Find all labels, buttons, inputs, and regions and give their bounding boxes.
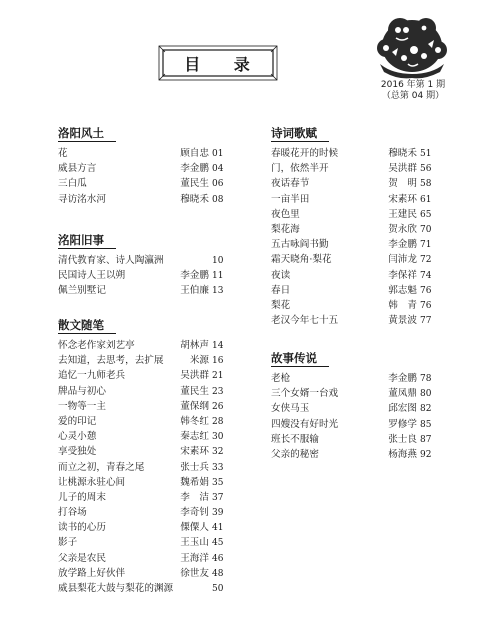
entry-title: 去知道，去思考，去扩展 [58,355,164,367]
section-luoyang-jiushi [58,233,224,299]
entry-author: 王海洋 [180,552,209,564]
toc-entry[interactable] [271,176,432,191]
entry-author: 董民生 [180,385,209,397]
toc-entry[interactable] [58,192,224,207]
entry-author: 李金鹏 [180,270,209,282]
entry-page: 50 [212,584,224,594]
entry-author: 张士兵 [180,461,209,473]
entry-author: 李金鹏 [388,373,417,384]
toc-entry[interactable] [58,581,224,596]
entry-page: 71 [420,240,432,251]
entry-author: 米源 [189,355,209,367]
toc-entry[interactable] [58,253,224,268]
entry-page: 56 [420,164,432,175]
entry-page: 32 [212,447,224,458]
section-title: 散文随笔 [58,318,116,334]
entry-author: 顾自忠 [180,148,209,159]
toc-entry[interactable] [58,161,224,176]
entry-page: 41 [212,523,224,534]
entry-author: 韩 青 [388,299,417,311]
entry-author: 闫沛龙 [388,254,417,266]
entry-page: 65 [420,209,432,220]
toc-entry[interactable] [58,283,224,298]
toc-entry[interactable] [58,368,224,383]
entry-page: 39 [212,508,224,519]
toc-entry[interactable] [271,283,432,298]
entry-title: 民国诗人王以朔 [58,270,126,282]
entry-author: 郭志魁 [388,284,417,296]
toc-entry[interactable] [58,268,224,283]
entry-page: 51 [420,149,432,159]
section-title: 故事传说 [271,351,329,367]
toc-entry[interactable] [58,176,224,191]
entry-author: 李奇钊 [180,507,209,519]
entry-author: 徐世友 [180,567,209,579]
entry-title: 寻访洺水河 [58,193,106,205]
entry-author: 董保纲 [180,400,209,412]
toc-entry[interactable] [271,313,432,328]
toc-entry[interactable] [58,566,224,581]
entry-page: 08 [212,194,224,205]
entry-page: 10 [212,256,224,266]
section-title: 诗词歌赋 [271,126,329,142]
entry-title: 夜读 [271,269,291,281]
entry-title: 威县方言 [58,163,97,175]
entry-author: 穆晓禾 [180,193,209,205]
entry-page: 61 [420,194,432,205]
toc-title-box [157,44,279,82]
toc-entry[interactable] [271,268,432,283]
entry-page: 33 [212,462,224,473]
entry-title: 清代教育家、诗人陶瀛洲 [58,255,164,266]
entry-title: 心灵小憩 [58,431,97,443]
monkey-papercut-emblem [362,8,462,84]
toc-entry[interactable] [58,399,224,414]
toc-entry[interactable] [271,252,432,267]
entry-page: 87 [420,434,432,445]
section-sanwen-suibi [58,318,224,596]
entry-page: 45 [212,538,224,549]
entry-author: 王伯廉 [180,285,209,297]
entry-title: 牌品与初心 [58,385,106,397]
section-luoyang-fengtu [58,126,224,207]
issue-number: 2016 年第 1 期 [380,80,446,90]
entry-title: 夜话春节 [271,178,310,190]
entry-title: 五古咏阎书勤 [271,239,329,251]
toc-entry[interactable] [271,222,432,237]
entry-author: 杨海燕 [388,448,417,460]
entry-author: 李金鹏 [180,163,209,175]
entry-page: 76 [420,285,432,296]
toc-entry[interactable] [271,401,432,416]
entry-title: 影子 [58,537,78,549]
entry-page: 48 [212,568,224,579]
entry-page: 30 [212,432,224,443]
entry-title: 四嫂没有好时光 [271,418,339,430]
entry-page: 77 [420,316,432,327]
entry-title: 春日 [271,284,291,296]
entry-title: 一物等一主 [58,400,106,412]
entry-title: 女侠马玉 [271,403,310,415]
entry-author: 董凤鼎 [388,388,417,400]
toc-entry[interactable] [58,444,224,459]
entry-author: 傈僳人 [180,522,209,534]
toc-entry[interactable] [58,429,224,444]
entry-title: 三个女婿一台戏 [271,388,339,400]
entry-author: 贺永欣 [388,223,417,235]
toc-entry[interactable] [271,146,432,161]
entry-author: 韩冬红 [180,415,209,427]
section-title: 洛阳风土 [58,126,116,142]
entry-author: 王玉山 [180,537,209,549]
entry-page: 16 [212,356,224,367]
entry-author: 李 洁 [180,491,209,503]
toc-entry[interactable] [58,505,224,520]
entry-page: 37 [212,492,224,503]
toc-entry[interactable] [58,414,224,429]
entry-page: 01 [212,149,224,159]
entry-author: 穆晓禾 [388,148,417,159]
entry-page: 13 [212,286,224,297]
entry-title: 霜天晓角·梨花 [271,254,332,266]
entry-author: 罗修学 [388,418,417,430]
entry-page: 82 [420,404,432,415]
entry-title: 三白瓜 [58,178,87,190]
toc-entry[interactable] [271,371,432,386]
entry-title: 佩兰别墅记 [58,285,106,297]
entry-title: 父亲的秘密 [271,448,319,460]
entry-author: 胡林声 [180,340,209,351]
entry-page: 74 [420,270,432,281]
page-title: 目 录 [184,55,264,74]
entry-author: 王建民 [388,208,417,220]
entry-title: 门，依然半开 [271,163,329,175]
entry-title: 班长不服输 [271,433,319,445]
entry-page: 46 [212,553,224,564]
toc-entry[interactable] [271,386,432,401]
entry-title: 梨花 [271,299,291,311]
entry-page: 70 [420,224,432,235]
issue-total: （总第 04 期） [381,91,445,101]
section-shici-gefu [271,126,432,328]
entry-author: 黄景波 [388,315,417,327]
toc-entry[interactable] [58,490,224,505]
entry-page: 58 [420,179,432,190]
entry-title: 花 [58,148,68,159]
toc-entry[interactable] [271,161,432,176]
toc-entry[interactable] [58,146,224,161]
toc-entry[interactable] [58,338,224,353]
entry-title: 读书的心历 [58,522,106,534]
toc-entry[interactable] [58,384,224,399]
toc-entry[interactable] [271,447,432,462]
toc-entry[interactable] [271,192,432,207]
entry-title: 打谷场 [58,507,87,519]
entry-page: 21 [212,371,224,382]
toc-entry[interactable] [271,298,432,313]
toc-entry[interactable] [271,417,432,432]
entry-title: 父亲是农民 [58,552,106,564]
entry-title: 一亩半田 [271,193,310,205]
entry-author: 张士良 [388,433,417,445]
entry-title: 夜色里 [271,208,300,220]
toc-entry[interactable] [58,460,224,475]
entry-page: 14 [212,341,224,351]
toc-entry[interactable] [58,551,224,566]
toc-entry[interactable] [58,535,224,550]
section-gushi-chuanshuo [271,351,432,462]
toc-entry[interactable] [58,520,224,535]
entry-title: 怀念老作家刘艺亭 [58,340,135,351]
toc-entry[interactable] [58,475,224,490]
entry-page: 76 [420,300,432,311]
toc-entry[interactable] [271,207,432,222]
entry-author: 吴洪群 [180,370,209,382]
entry-page: 85 [420,419,432,430]
entry-author: 秦志红 [180,431,209,443]
entry-page: 72 [420,255,432,266]
entry-title: 追忆一九师老兵 [58,370,126,382]
toc-entry[interactable] [271,432,432,447]
entry-page: 78 [420,374,432,384]
entry-author: 李金鹏 [388,239,417,251]
entry-page: 11 [212,271,224,282]
entry-title: 爱的印记 [58,415,97,427]
entry-author: 李保祥 [388,269,417,281]
entry-page: 28 [212,416,224,427]
entry-title: 老汉今年七十五 [271,315,339,327]
entry-title: 放学路上好伙伴 [58,567,126,579]
entry-author: 邱宏图 [388,403,417,415]
entry-author: 董民生 [180,178,209,190]
entry-title: 儿子的周末 [58,491,106,503]
entry-title: 梨花海 [271,223,300,235]
entry-title: 老枪 [271,373,291,384]
entry-page: 35 [212,477,224,488]
entry-page: 80 [420,389,432,400]
entry-author: 魏希娟 [180,476,209,488]
entry-author: 宋素环 [180,446,209,458]
section-title: 洺阳旧事 [58,233,116,249]
entry-page: 23 [212,386,224,397]
toc-entry[interactable] [271,237,432,252]
entry-title: 让桃源永驻心间 [58,476,126,488]
entry-author: 贺 明 [388,178,417,190]
entry-title: 而立之初，青春之尾 [58,461,145,473]
entry-page: 92 [420,449,432,460]
entry-author: 吴洪群 [388,163,417,175]
entry-page: 06 [212,179,224,190]
entry-title: 享受独处 [58,446,97,458]
entry-page: 04 [212,164,224,175]
entry-page: 26 [212,401,224,412]
entry-title: 春暖花开的时候 [271,148,339,159]
toc-entry[interactable] [58,353,224,368]
entry-author: 宋素环 [388,193,417,205]
issue-info [363,80,463,102]
entry-title: 威县梨花大鼓与梨花的渊源 [58,583,174,594]
